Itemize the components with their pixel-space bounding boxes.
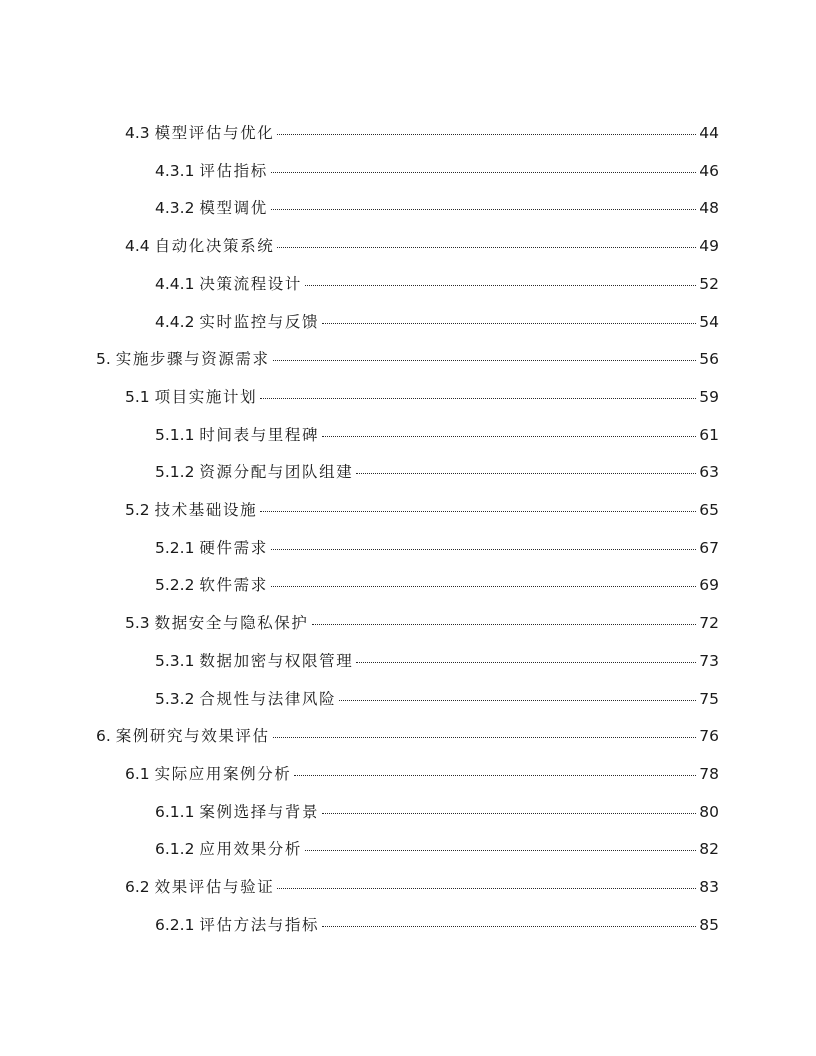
dot-leader: [322, 813, 696, 814]
toc-entry[interactable]: [155, 265, 719, 303]
toc-number: 5.2.1: [155, 538, 195, 557]
toc-number: 6.1.2: [155, 840, 195, 859]
dot-leader: [273, 737, 696, 738]
dot-leader: [260, 398, 696, 399]
dot-leader: [271, 549, 696, 550]
toc-number: 5.2.2: [155, 576, 195, 595]
toc-number: 5.1.2: [155, 463, 195, 482]
toc-number: 4.3: [125, 124, 150, 142]
toc-page-number: 61: [699, 425, 719, 444]
toc-page-number: 73: [699, 651, 719, 670]
toc-number: 4.4: [125, 237, 150, 256]
toc-title: 实际应用案例分析: [154, 764, 292, 783]
toc-title: 案例选择与背景: [199, 802, 320, 821]
toc-title: 实时监控与反馈: [199, 312, 320, 331]
dot-leader: [271, 172, 696, 173]
toc-number: 6.1: [125, 764, 150, 783]
dot-leader: [305, 285, 696, 286]
toc-entry[interactable]: [155, 453, 719, 491]
toc-page-number: 72: [699, 614, 719, 633]
toc-entry[interactable]: [155, 680, 719, 718]
toc-page-number: 48: [699, 199, 719, 218]
toc-entry[interactable]: [96, 717, 719, 755]
toc-page-number: 67: [699, 538, 719, 557]
toc-entry[interactable]: [155, 529, 719, 567]
toc-number: 5.1.1: [155, 425, 195, 444]
toc-title: 项目实施计划: [154, 387, 258, 406]
toc-number: 5.3.1: [155, 651, 195, 670]
toc-number: 4.4.1: [155, 274, 195, 293]
dot-leader: [273, 360, 696, 361]
toc-entry[interactable]: [125, 114, 719, 152]
toc-title: 实施步骤与资源需求: [115, 350, 270, 369]
toc-number: 6.2.1: [155, 915, 195, 934]
toc-entry[interactable]: [125, 755, 719, 793]
toc-entry[interactable]: [155, 152, 719, 190]
toc-title: 模型评估与优化: [154, 124, 275, 142]
toc-page-number: 49: [699, 237, 719, 256]
toc-title: 模型调优: [199, 199, 268, 218]
toc-page-number: 78: [699, 764, 719, 783]
toc-page-number: 44: [699, 124, 719, 142]
toc-number: 5.3.2: [155, 689, 195, 708]
dot-leader: [312, 624, 697, 625]
toc-entry[interactable]: [125, 227, 719, 265]
dot-leader: [294, 775, 696, 776]
toc-title: 合规性与法律风险: [199, 689, 337, 708]
toc-number: 5.2: [125, 501, 150, 519]
dot-leader: [271, 586, 696, 587]
toc-entry[interactable]: [155, 793, 719, 831]
toc-page-number: 56: [699, 350, 719, 369]
toc-page-number: 75: [699, 689, 719, 708]
toc-number: 5.1: [125, 387, 150, 406]
toc-entry[interactable]: [125, 378, 719, 416]
toc-entry[interactable]: [96, 340, 719, 378]
dot-leader: [277, 888, 696, 889]
toc-number: 5.: [96, 350, 111, 369]
toc-number: 6.1.1: [155, 802, 195, 821]
toc-number: 4.4.2: [155, 312, 195, 331]
toc-page-number: 76: [699, 727, 719, 746]
toc-title: 决策流程设计: [199, 274, 302, 293]
dot-leader: [322, 436, 696, 437]
toc-title: 硬件需求: [199, 538, 268, 557]
dot-leader: [322, 926, 696, 927]
toc-page-number: 63: [699, 463, 719, 482]
toc-page-number: 46: [699, 161, 719, 180]
toc-page-number: 80: [699, 802, 719, 821]
toc-title: 自动化决策系统: [154, 237, 275, 256]
toc-title: 应用效果分析: [199, 840, 302, 859]
toc-title: 软件需求: [199, 576, 268, 595]
toc-entry[interactable]: [155, 189, 719, 227]
toc-title: 时间表与里程碑: [199, 425, 320, 444]
toc-title: 案例研究与效果评估: [115, 727, 270, 746]
toc-title: 技术基础设施: [154, 501, 258, 519]
toc-entry[interactable]: [125, 868, 719, 906]
toc-page-number: 69: [699, 576, 719, 595]
dot-leader: [277, 247, 696, 248]
toc-entry[interactable]: [155, 642, 719, 680]
toc-number: 6.: [96, 727, 111, 746]
toc-number: 6.2: [125, 878, 150, 896]
dot-leader: [322, 323, 696, 324]
toc-page-number: 82: [699, 840, 719, 859]
toc-title: 资源分配与团队组建: [199, 463, 354, 482]
toc-entry[interactable]: [125, 604, 719, 642]
toc-entry[interactable]: [155, 906, 719, 944]
toc-page-number: 83: [699, 878, 719, 896]
dot-leader: [305, 850, 696, 851]
dot-leader: [356, 473, 696, 474]
toc-title: 评估方法与指标: [199, 915, 320, 934]
toc-entry[interactable]: [125, 491, 719, 529]
toc-entry[interactable]: [155, 303, 719, 341]
toc-entry[interactable]: [155, 416, 719, 454]
toc-title: 数据安全与隐私保护: [154, 614, 309, 633]
toc-entry[interactable]: [155, 566, 719, 604]
dot-leader: [356, 662, 696, 663]
toc-title: 评估指标: [199, 161, 268, 180]
dot-leader: [260, 511, 696, 512]
toc-page-number: 85: [699, 915, 719, 934]
toc-title: 数据加密与权限管理: [199, 651, 354, 670]
dot-leader: [339, 700, 696, 701]
toc-page-number: 65: [699, 501, 719, 519]
toc-number: 4.3.2: [155, 199, 195, 218]
toc-title: 效果评估与验证: [154, 878, 275, 896]
toc-page-number: 54: [699, 312, 719, 331]
toc-entry[interactable]: [155, 830, 719, 868]
toc-page-number: 52: [699, 274, 719, 293]
dot-leader: [271, 209, 696, 210]
toc-page-number: 59: [699, 387, 719, 406]
dot-leader: [277, 134, 696, 135]
toc-number: 5.3: [125, 614, 150, 633]
toc-number: 4.3.1: [155, 161, 195, 180]
